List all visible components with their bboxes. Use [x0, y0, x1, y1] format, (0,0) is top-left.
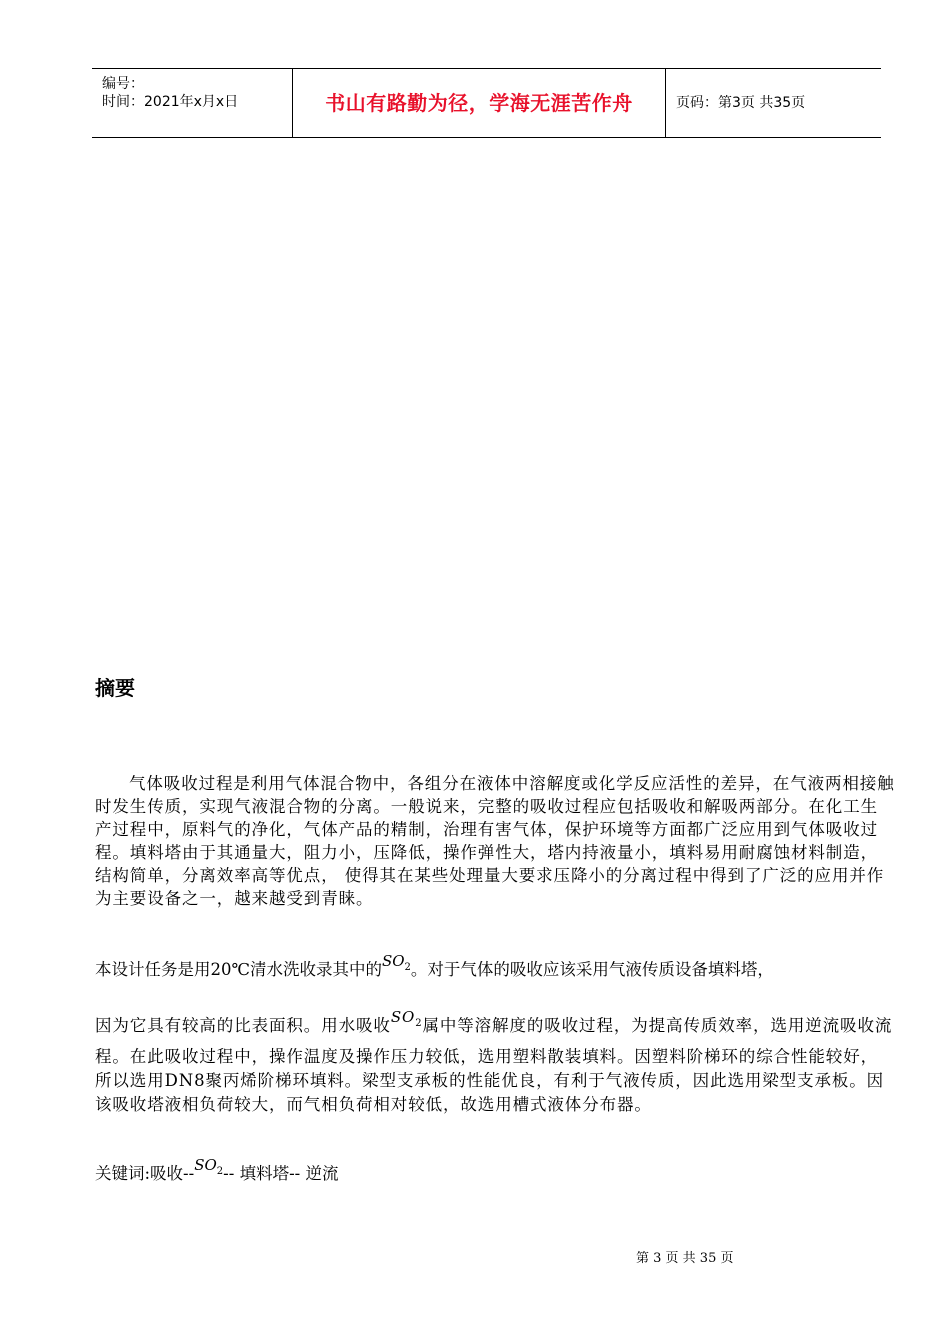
number-label: 编号：	[102, 76, 144, 92]
time-label: 时间：2021年x月x日	[102, 94, 239, 110]
so2-formula: $SO_2$	[390, 1008, 423, 1029]
keywords-before: 关键词:吸收--	[95, 1164, 195, 1183]
page-footer: 第 3 页 共 35 页	[636, 1251, 734, 1266]
abstract-paragraph-3	[95, 1008, 895, 1117]
paragraph-2-before: 本设计任务是用20℃清水洗收录其中的	[95, 960, 382, 979]
abstract-paragraph-2	[95, 952, 895, 988]
so2-formula: $SO_2$	[194, 1156, 224, 1177]
paragraph-3-before: 因为它具有较高的比表面积。用水吸收	[95, 1016, 391, 1035]
paragraph-2-after: 。对于气体的吸收应该采用气液传质设备填料塔，	[410, 960, 774, 979]
header-meta-cell	[92, 69, 293, 137]
header-table	[92, 68, 881, 138]
keywords-after: -- 填料塔-- 逆流	[223, 1164, 339, 1183]
abstract-paragraph-1: 气体吸收过程是利用气体混合物中，各组分在液体中溶解度或化学反应活性的差异，在气液两相接触时发生传质，实现气液混合物的分离。一般说来，完整的吸收过程应包括吸收和解吸两部分。在化工生产过程中，原料气的净化，气体产品的精制，治理有害气体，保护环境等方面都广泛应用到气体吸收过程。填料塔由于其通量大，阻力小，压降低，操作弹性大，塔内持液量小，填料易用耐腐蚀材料制造，结构简单，分离效率高等优点， 使得其在某些处理量大要求压降小的分离过程中得到了广泛的应用并作为主要设备之一，越来越受到青睐。	[95, 774, 895, 908]
paragraph-3-after: 属中等溶解度的吸收过程，为提高传质效率，选用逆流吸收流程。在此吸收过程中，操作温度及操作压力较低，选用塑料散装填料。因塑料阶梯环的综合性能较好，所以选用DN8聚丙烯阶梯环填料。梁型支承板的性能优良，有利于气液传质，因此选用梁型支承板。因该吸收塔液相负荷较大，而气相负荷相对较低，故选用槽式液体分布器。	[95, 1016, 893, 1114]
so2-formula: $SO_2$	[381, 952, 411, 973]
abstract-title: 摘要	[95, 676, 135, 700]
keywords-line	[95, 1156, 339, 1186]
header-page-info: 页码：第3页 共35页	[676, 95, 806, 111]
header-motto: 书山有路勤为径，学海无涯苦作舟	[293, 69, 666, 137]
